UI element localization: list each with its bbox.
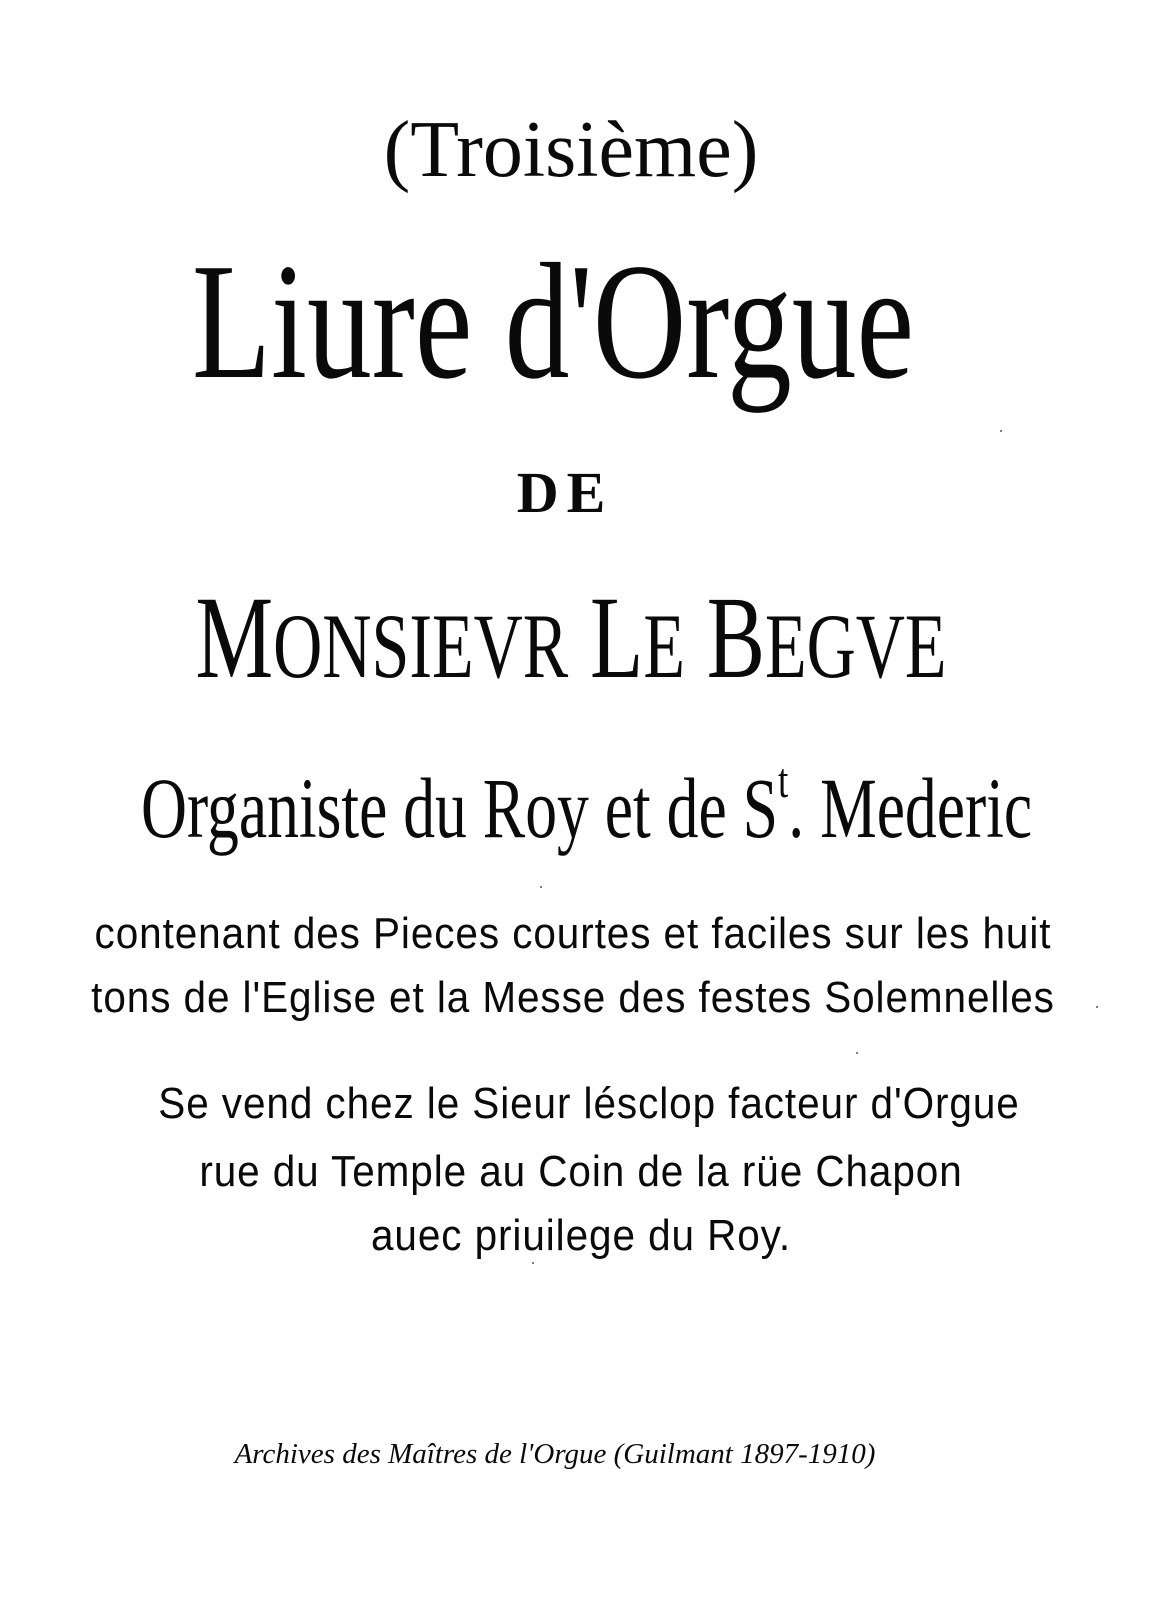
position-text-end: . Mederic (788, 760, 1033, 856)
sale-line-1: Se vend chez le Sieur lésclop facteur d'Orgue (158, 1079, 1020, 1128)
author-word-1-rest: ONSIEVR (273, 595, 569, 697)
scan-speck (540, 886, 542, 888)
scan-speck (532, 1262, 534, 1264)
author-position (141, 752, 1033, 860)
contents-line-2: tons de l'Eglise et la Messe des festes Solemnelles (91, 973, 1055, 1022)
author-initial-l: L (589, 572, 644, 703)
sale-line-2: rue du Temple au Coin de la rüe Chapon (199, 1147, 963, 1196)
author-word-3-rest: EGVE (765, 595, 947, 697)
edition-label: (Troisième) (383, 106, 759, 194)
scan-speck (856, 1052, 858, 1054)
author-initial-b: B (706, 572, 766, 703)
author-initial-m: M (195, 572, 274, 703)
scan-speck (1000, 430, 1002, 432)
book-title: Liure d'Orgue (191, 229, 915, 413)
author-word-2-rest: E (643, 595, 685, 697)
scan-speck (1096, 1006, 1098, 1008)
archive-credit: Archives des Maîtres de l'Orgue (Guilmant 1897-1910) (234, 1438, 876, 1470)
sale-line-3: auec priuilege du Roy. (370, 1211, 792, 1260)
position-superscript: t (777, 752, 789, 809)
author-name (141, 568, 1001, 716)
contents-line-1: contenant des Pieces courtes et faciles sur les huit (94, 909, 1052, 958)
de-label: DE (516, 460, 614, 525)
position-text: Organiste du Roy et de S (141, 760, 778, 856)
